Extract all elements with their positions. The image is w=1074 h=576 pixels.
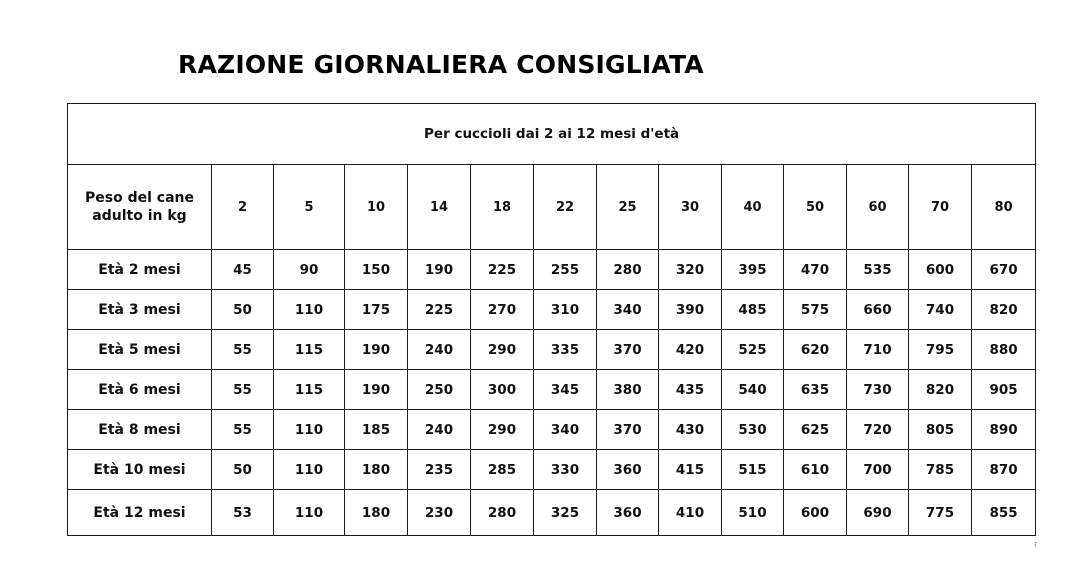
ration-value-cell: 335 (534, 330, 597, 370)
ration-value-cell: 150 (345, 250, 408, 290)
ration-value-cell: 225 (408, 290, 471, 330)
ration-value-cell: 435 (659, 370, 722, 410)
ration-value-cell: 720 (847, 410, 909, 450)
ration-value-cell: 240 (408, 330, 471, 370)
ration-value-cell: 470 (784, 250, 847, 290)
ration-value-cell: 390 (659, 290, 722, 330)
ration-value-cell: 300 (471, 370, 534, 410)
ration-value-cell: 340 (597, 290, 659, 330)
ration-value-cell: 185 (345, 410, 408, 450)
age-label-cell: Età 12 mesi (68, 490, 212, 536)
weight-header-cell: 22 (534, 165, 597, 250)
ration-value-cell: 410 (659, 490, 722, 536)
ration-value-cell: 740 (909, 290, 972, 330)
weight-header-cell: 30 (659, 165, 722, 250)
ration-value-cell: 190 (345, 370, 408, 410)
ration-value-cell: 855 (972, 490, 1036, 536)
ration-value-cell: 600 (909, 250, 972, 290)
ration-value-cell: 600 (784, 490, 847, 536)
ration-value-cell: 90 (274, 250, 345, 290)
ration-value-cell: 610 (784, 450, 847, 490)
ration-value-cell: 670 (972, 250, 1036, 290)
ration-value-cell: 235 (408, 450, 471, 490)
ration-value-cell: 180 (345, 490, 408, 536)
table-row (68, 490, 1036, 536)
weight-header-cell: 18 (471, 165, 534, 250)
table-row (68, 450, 1036, 490)
ration-value-cell: 50 (212, 290, 274, 330)
ration-value-cell: 190 (345, 330, 408, 370)
ration-value-cell: 55 (212, 410, 274, 450)
ration-value-cell: 890 (972, 410, 1036, 450)
ration-value-cell: 110 (274, 490, 345, 536)
ration-value-cell: 700 (847, 450, 909, 490)
ration-value-cell: 325 (534, 490, 597, 536)
ration-value-cell: 620 (784, 330, 847, 370)
weight-header-cell: 50 (784, 165, 847, 250)
ration-value-cell: 535 (847, 250, 909, 290)
ration-value-cell: 395 (722, 250, 784, 290)
table-caption-row (68, 104, 1036, 165)
ration-value-cell: 575 (784, 290, 847, 330)
table-row (68, 250, 1036, 290)
weight-header-cell: 2 (212, 165, 274, 250)
ration-value-cell: 240 (408, 410, 471, 450)
ration-value-cell: 280 (471, 490, 534, 536)
ration-value-cell: 360 (597, 450, 659, 490)
weight-header-cell: 80 (972, 165, 1036, 250)
age-label-cell: Età 8 mesi (68, 410, 212, 450)
ration-value-cell: 230 (408, 490, 471, 536)
table-row (68, 290, 1036, 330)
ration-value-cell: 730 (847, 370, 909, 410)
ration-value-cell: 53 (212, 490, 274, 536)
ration-value-cell: 880 (972, 330, 1036, 370)
ration-value-cell: 225 (471, 250, 534, 290)
ration-value-cell: 270 (471, 290, 534, 330)
weight-header-cell: 14 (408, 165, 471, 250)
ration-value-cell: 805 (909, 410, 972, 450)
ration-value-cell: 870 (972, 450, 1036, 490)
ration-value-cell: 510 (722, 490, 784, 536)
age-label-cell: Età 6 mesi (68, 370, 212, 410)
ration-value-cell: 370 (597, 410, 659, 450)
table-row (68, 410, 1036, 450)
ration-value-cell: 280 (597, 250, 659, 290)
age-label-cell: Età 5 mesi (68, 330, 212, 370)
ration-value-cell: 190 (408, 250, 471, 290)
ration-value-cell: 420 (659, 330, 722, 370)
ration-value-cell: 775 (909, 490, 972, 536)
corner-mark: r (1034, 540, 1038, 550)
ration-value-cell: 690 (847, 490, 909, 536)
weight-header-label-line2: adulto in kg (92, 208, 187, 224)
daily-ration-table (67, 103, 1036, 536)
ration-value-cell: 795 (909, 330, 972, 370)
ration-value-cell: 250 (408, 370, 471, 410)
ration-value-cell: 55 (212, 330, 274, 370)
table-row (68, 330, 1036, 370)
ration-value-cell: 430 (659, 410, 722, 450)
ration-value-cell: 45 (212, 250, 274, 290)
ration-value-cell: 255 (534, 250, 597, 290)
ration-value-cell: 820 (909, 370, 972, 410)
weight-header-label (68, 165, 212, 250)
ration-value-cell: 285 (471, 450, 534, 490)
ration-value-cell: 55 (212, 370, 274, 410)
age-label-cell: Età 10 mesi (68, 450, 212, 490)
ration-value-cell: 785 (909, 450, 972, 490)
ration-value-cell: 370 (597, 330, 659, 370)
ration-value-cell: 905 (972, 370, 1036, 410)
weight-header-cell: 40 (722, 165, 784, 250)
ration-value-cell: 345 (534, 370, 597, 410)
ration-value-cell: 360 (597, 490, 659, 536)
table-caption: Per cuccioli dai 2 ai 12 mesi d'età (68, 104, 1036, 165)
age-label-cell: Età 2 mesi (68, 250, 212, 290)
ration-value-cell: 485 (722, 290, 784, 330)
ration-value-cell: 310 (534, 290, 597, 330)
weight-header-cell: 70 (909, 165, 972, 250)
ration-value-cell: 110 (274, 410, 345, 450)
ration-value-cell: 320 (659, 250, 722, 290)
age-label-cell: Età 3 mesi (68, 290, 212, 330)
ration-value-cell: 180 (345, 450, 408, 490)
page-title: RAZIONE GIORNALIERA CONSIGLIATA (178, 50, 704, 79)
ration-value-cell: 340 (534, 410, 597, 450)
weight-header-cell: 60 (847, 165, 909, 250)
ration-value-cell: 330 (534, 450, 597, 490)
ration-value-cell: 175 (345, 290, 408, 330)
ration-value-cell: 625 (784, 410, 847, 450)
ration-value-cell: 290 (471, 410, 534, 450)
ration-value-cell: 115 (274, 330, 345, 370)
ration-value-cell: 110 (274, 290, 345, 330)
ration-value-cell: 115 (274, 370, 345, 410)
ration-value-cell: 110 (274, 450, 345, 490)
weight-header-cell: 25 (597, 165, 659, 250)
ration-value-cell: 525 (722, 330, 784, 370)
ration-value-cell: 710 (847, 330, 909, 370)
ration-value-cell: 660 (847, 290, 909, 330)
ration-value-cell: 290 (471, 330, 534, 370)
ration-value-cell: 820 (972, 290, 1036, 330)
weight-header-cell: 5 (274, 165, 345, 250)
ration-value-cell: 635 (784, 370, 847, 410)
weight-header-cell: 10 (345, 165, 408, 250)
weight-header-label-line1: Peso del cane (85, 190, 194, 206)
table-row (68, 370, 1036, 410)
ration-value-cell: 380 (597, 370, 659, 410)
ration-value-cell: 530 (722, 410, 784, 450)
ration-value-cell: 540 (722, 370, 784, 410)
weight-header-row (68, 165, 1036, 250)
ration-value-cell: 50 (212, 450, 274, 490)
ration-value-cell: 515 (722, 450, 784, 490)
ration-value-cell: 415 (659, 450, 722, 490)
